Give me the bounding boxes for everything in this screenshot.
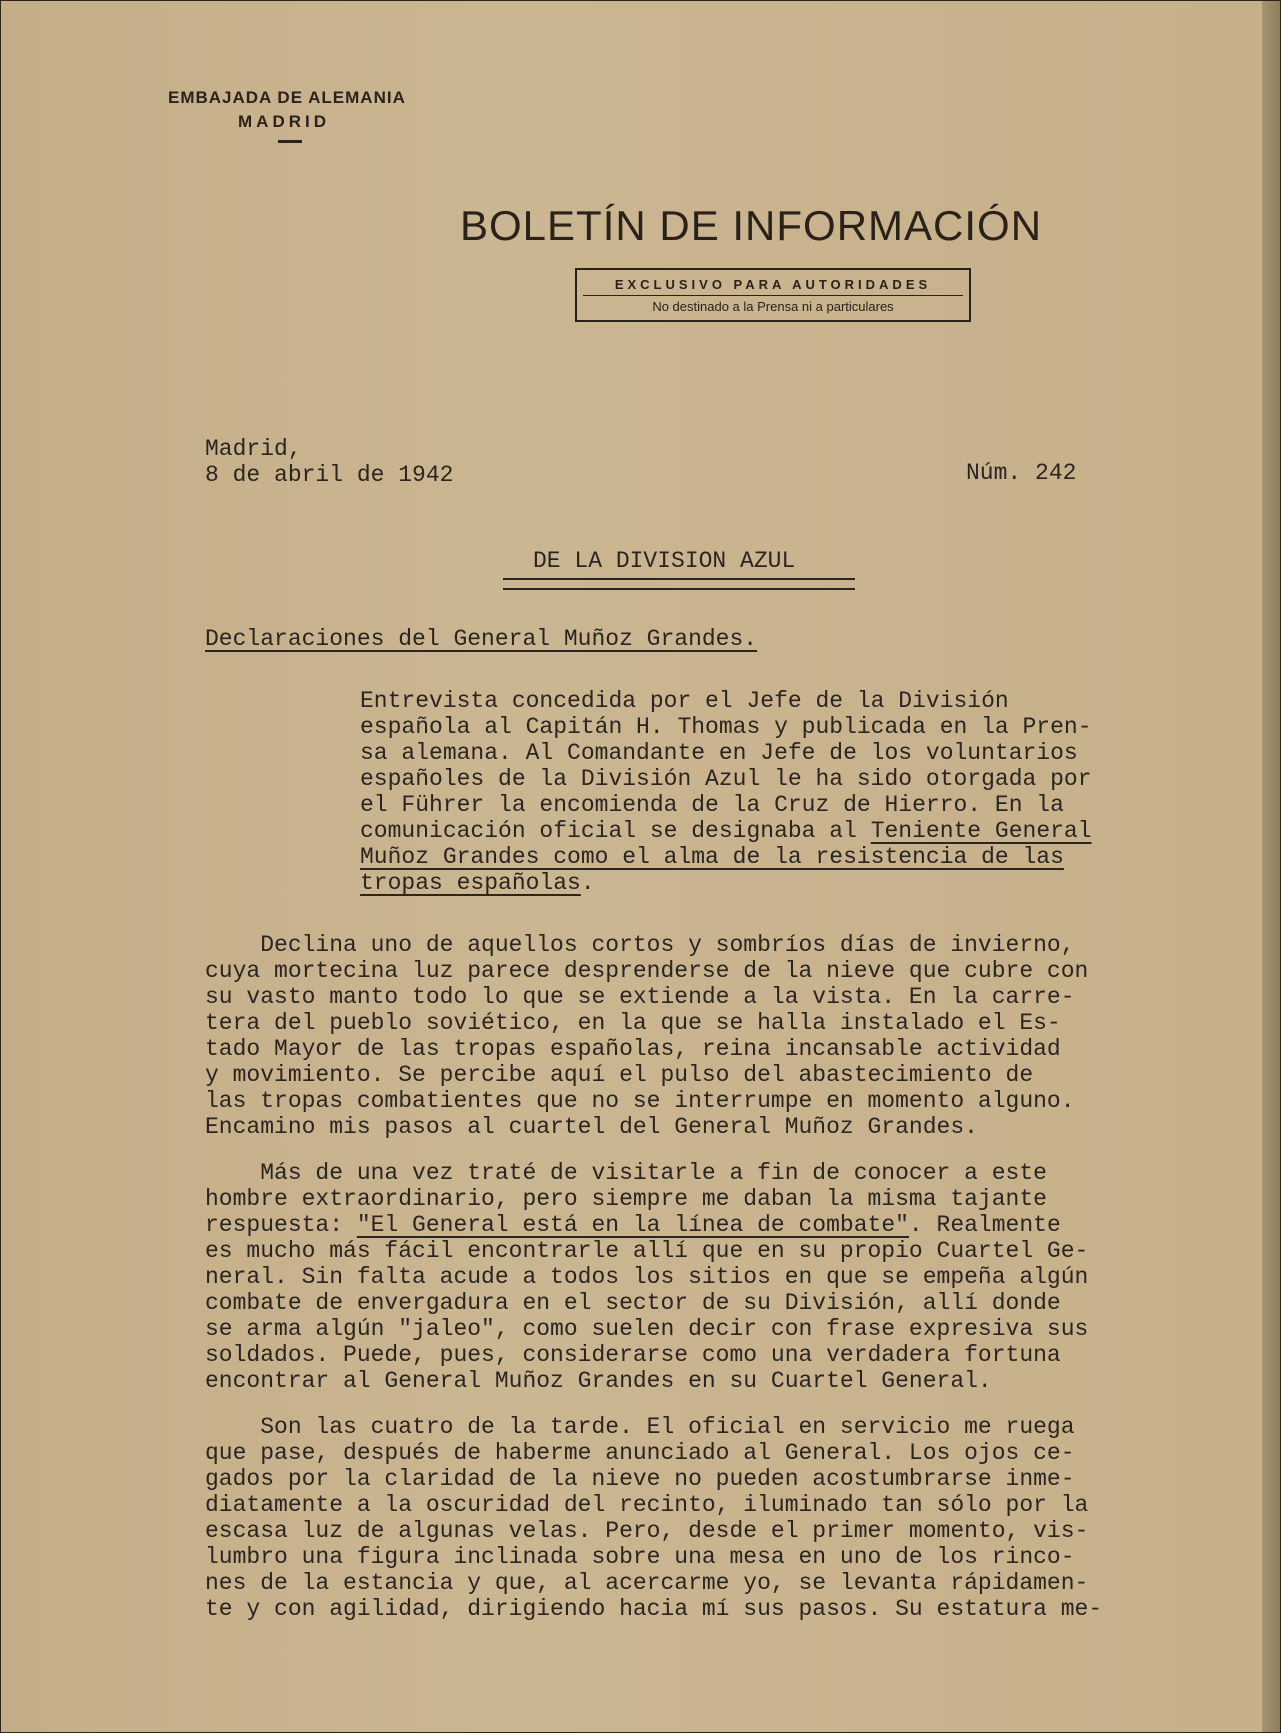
stacked-page-edge bbox=[1262, 0, 1281, 1733]
place-and-date: Madrid, 8 de abril de 1942 bbox=[205, 436, 454, 488]
restriction-notice-line1: EXCLUSIVO PARA AUTORIDADES bbox=[583, 277, 963, 296]
intro-text-end: . bbox=[580, 870, 595, 896]
embassy-city: MADRID bbox=[238, 112, 330, 131]
embassy-letterhead bbox=[168, 88, 418, 143]
intro-paragraph bbox=[360, 688, 1092, 896]
restriction-notice-box bbox=[575, 268, 971, 322]
restriction-notice-line2: No destinado a la Prensa ni a particulares bbox=[652, 299, 894, 314]
body-paragraph-3: Son las cuatro de la tarde. El oficial en servicio me ruega que pase, después de haberme anunciado al General. Los ojos ce- gados por la claridad de la nieve no pueden acostumbrarse inme- diatamente a la oscuridad del recinto, iluminado tan sólo por la escasa luz de algunas velas. Pero, desde el primer momento, vis- lumbro una figura inclinada sobre una mesa en uno de los rinco- nes de la estancia y que, al acercarme yo, se levanta rápidamen- te y con agilidad, dirigiendo hacia mí sus pasos. Su estatura me- bbox=[205, 1414, 1103, 1622]
body-paragraph-2 bbox=[205, 1160, 1088, 1394]
embassy-name: EMBAJADA DE ALEMANIA bbox=[168, 88, 406, 107]
bulletin-number: Núm. 242 bbox=[966, 460, 1077, 486]
section-heading: DE LA DIVISION AZUL bbox=[533, 548, 796, 574]
letterhead-dash bbox=[278, 140, 302, 143]
article-subtitle: Declaraciones del General Muñoz Grandes. bbox=[205, 626, 758, 652]
body-paragraph-1: Declina uno de aquellos cortos y sombríos días de invierno, cuya mortecina luz parece desprenderse de la nieve que cubre con su vasto manto todo lo que se extiende a la vista. En la carre- tera del pueblo soviético, en la que se halla instalado el Es- tado Mayor de las tropas españolas, reina incansable actividad y movimiento. Se percibe aquí el pulso del abastecimiento de las tropas combatientes que no se interrumpe en momento alguno. Encamino mis pasos al cuartel del General Muñoz Grandes. bbox=[205, 932, 1089, 1140]
paragraph-2-text: Más de una vez traté de visitarle a fin de conocer a este hombre extraordinario, pero siempre me daban la misma tajante respuesta: bbox=[205, 1160, 1047, 1238]
bulletin-title: BOLETÍN DE INFORMACIÓN bbox=[460, 202, 1043, 249]
paragraph-2-text-end: . Realmente es mucho más fácil encontrarle allí que en su propio Cuartel Ge- neral. Sin falta acude a todos los sitios en que se empeña algún combate de envergadura en el sector de su División, allí donde se arma algún "jaleo", como suelen decir con frase expresiva sus soldados. Puede, pues, considerarse como una verdadera fortuna encontrar al General Muñoz Grandes en su Cuartel General. bbox=[205, 1212, 1089, 1394]
paragraph-2-quote: "El General está en la línea de combate" bbox=[356, 1212, 909, 1238]
intro-underlined-text: Teniente General Muñoz Grandes como el alma de la resistencia de las tropas españolas bbox=[360, 818, 1092, 896]
intro-text: Entrevista concedida por el Jefe de la División española al Capitán H. Thomas y publicada en la Pren- sa alemana. Al Comandante en Jefe de los voluntarios españoles de la División Azul le ha sido otorgada por el Führer la encomienda de la Cruz de Hierro. En la comunicación oficial se designaba al bbox=[360, 688, 1092, 844]
heading-double-rule bbox=[503, 578, 855, 590]
